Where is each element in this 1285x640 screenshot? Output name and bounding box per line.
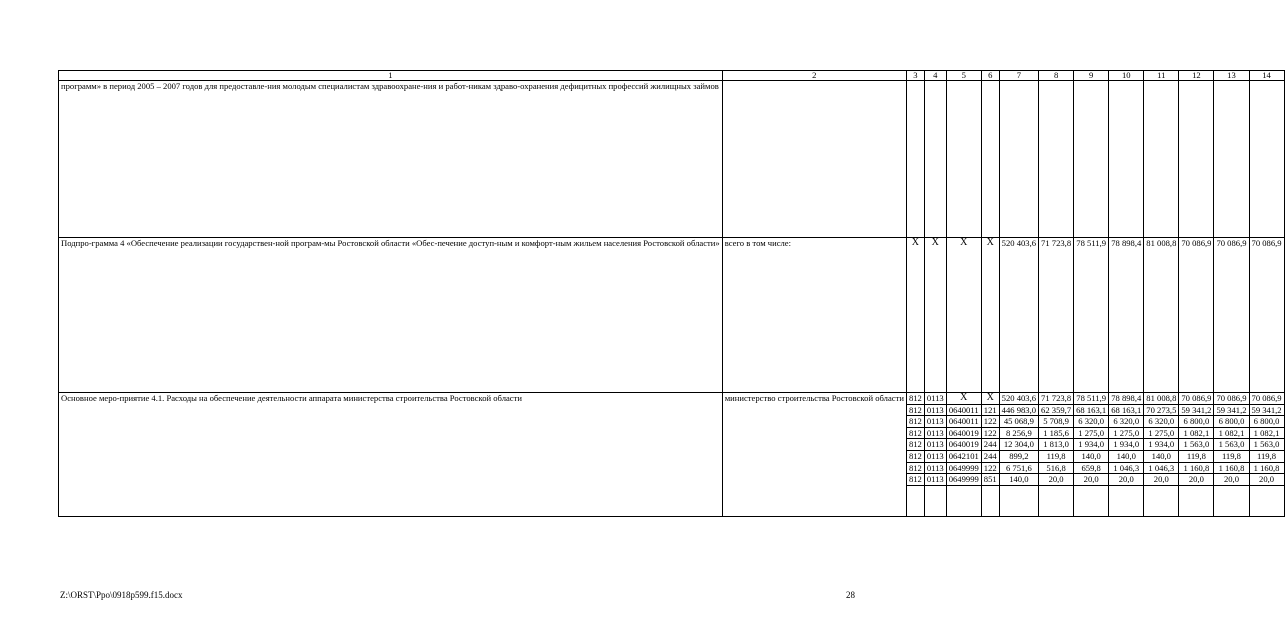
- amount-cell: 6 751,6: [999, 462, 1038, 474]
- amount-cell: 5 708,9: [1039, 416, 1074, 428]
- column-number: 5: [946, 71, 981, 81]
- amount-cell: 70 086,9: [1249, 238, 1284, 393]
- amount-cell: 71 723,8: [1039, 393, 1074, 405]
- amount-cell: 446 983,0: [999, 404, 1038, 416]
- code-cell: 0649999: [946, 474, 981, 486]
- amount-cell: 6 800,0: [1179, 416, 1214, 428]
- code-cell: 0642101: [946, 450, 981, 462]
- code-cell: X: [946, 393, 981, 405]
- amount-cell: 6 320,0: [1144, 416, 1179, 428]
- empty-cell: [1144, 485, 1179, 516]
- amount-cell: 62 359,7: [1039, 404, 1074, 416]
- amount-cell: 520 403,6: [999, 238, 1038, 393]
- column-number: 3: [906, 71, 924, 81]
- amount-cell: 1 275,0: [1074, 427, 1109, 439]
- amount-cell: 1 275,0: [1109, 427, 1144, 439]
- amount-cell: 78 511,9: [1074, 393, 1109, 405]
- executor-cell: всего в том числе:: [722, 238, 906, 393]
- empty-cell: [1074, 81, 1109, 238]
- code-cell: X: [946, 238, 981, 393]
- amount-cell: 8 256,9: [999, 427, 1038, 439]
- amount-cell: 20,0: [1249, 474, 1284, 486]
- amount-cell: 12 304,0: [999, 439, 1038, 451]
- amount-cell: 6 320,0: [1109, 416, 1144, 428]
- empty-cell: [1214, 81, 1249, 238]
- code-cell: 0640011: [946, 416, 981, 428]
- amount-cell: 70 086,9: [1214, 238, 1249, 393]
- empty-cell: [722, 81, 906, 238]
- empty-cell: [946, 485, 981, 516]
- code-cell: 812: [906, 416, 924, 428]
- amount-cell: 119,8: [1179, 450, 1214, 462]
- amount-cell: 1 082,1: [1249, 427, 1284, 439]
- amount-cell: 1 563,0: [1214, 439, 1249, 451]
- amount-cell: 1 046,3: [1144, 462, 1179, 474]
- amount-cell: 78 898,4: [1109, 393, 1144, 405]
- amount-cell: 70 273,5: [1144, 404, 1179, 416]
- code-cell: 0113: [924, 462, 946, 474]
- amount-cell: 1 082,1: [1179, 427, 1214, 439]
- program-name-cell: программ» в период 2005 – 2007 годов для предоставле-ния молодым специалистам здравоохране-ния и работ-никам здраво-охранения дефицитных профессий жилищных займов: [59, 81, 723, 238]
- amount-cell: 20,0: [1109, 474, 1144, 486]
- empty-cell: [1109, 81, 1144, 238]
- amount-cell: 45 068,9: [999, 416, 1038, 428]
- amount-cell: 520 403,6: [999, 393, 1038, 405]
- column-number: 8: [1039, 71, 1074, 81]
- empty-cell: [1144, 81, 1179, 238]
- amount-cell: 1 275,0: [1144, 427, 1179, 439]
- amount-cell: 140,0: [1144, 450, 1179, 462]
- amount-cell: 1 563,0: [1249, 439, 1284, 451]
- code-cell: 812: [906, 393, 924, 405]
- code-cell: X: [924, 238, 946, 393]
- code-cell: X: [981, 393, 999, 405]
- amount-cell: 119,8: [1249, 450, 1284, 462]
- column-number: 4: [924, 71, 946, 81]
- column-number: 6: [981, 71, 999, 81]
- amount-cell: 70 086,9: [1249, 393, 1284, 405]
- amount-cell: 59 341,2: [1249, 404, 1284, 416]
- amount-cell: 68 163,1: [1074, 404, 1109, 416]
- amount-cell: 78 898,4: [1109, 238, 1144, 393]
- code-cell: 0640019: [946, 427, 981, 439]
- subprogram-name-cell: Подпро-грамма 4 «Обеспечение реализации государствен-ной програм-мы Ростовской области «Обес-печение доступ-ным и комфорт-ным жильем населения Ростовской области»: [59, 238, 723, 393]
- amount-cell: 59 341,2: [1179, 404, 1214, 416]
- code-cell: 0649999: [946, 462, 981, 474]
- empty-cell: [999, 485, 1038, 516]
- amount-cell: 140,0: [999, 474, 1038, 486]
- amount-cell: 119,8: [1039, 450, 1074, 462]
- code-cell: 0113: [924, 427, 946, 439]
- code-cell: 812: [906, 474, 924, 486]
- code-cell: 812: [906, 439, 924, 451]
- column-number: 9: [1074, 71, 1109, 81]
- empty-cell: [1249, 81, 1284, 238]
- amount-cell: 70 086,9: [1214, 393, 1249, 405]
- table-row: [59, 238, 1285, 393]
- empty-cell: [924, 485, 946, 516]
- code-cell: 812: [906, 404, 924, 416]
- amount-cell: 81 008,8: [1144, 393, 1179, 405]
- amount-cell: 140,0: [1074, 450, 1109, 462]
- empty-cell: [981, 485, 999, 516]
- empty-cell: [1179, 81, 1214, 238]
- code-cell: X: [981, 238, 999, 393]
- column-number: 12: [1179, 71, 1214, 81]
- code-cell: 0113: [924, 439, 946, 451]
- amount-cell: 1 082,1: [1214, 427, 1249, 439]
- header-row: [59, 71, 1285, 81]
- code-cell: 0640011: [946, 404, 981, 416]
- amount-cell: 1 563,0: [1179, 439, 1214, 451]
- amount-cell: 70 086,9: [1179, 238, 1214, 393]
- column-number: 7: [999, 71, 1038, 81]
- code-cell: 0113: [924, 416, 946, 428]
- amount-cell: 20,0: [1144, 474, 1179, 486]
- amount-cell: 1 934,0: [1109, 439, 1144, 451]
- column-number: 2: [722, 71, 906, 81]
- empty-cell: [946, 81, 981, 238]
- code-cell: 121: [981, 404, 999, 416]
- empty-cell: [924, 81, 946, 238]
- amount-cell: 20,0: [1214, 474, 1249, 486]
- empty-cell: [981, 81, 999, 238]
- empty-cell: [906, 81, 924, 238]
- amount-cell: 6 320,0: [1074, 416, 1109, 428]
- empty-cell: [1214, 485, 1249, 516]
- amount-cell: 78 511,9: [1074, 238, 1109, 393]
- executor-cell: министерство строительства Ростовской области: [722, 393, 906, 517]
- amount-cell: 1 934,0: [1074, 439, 1109, 451]
- amount-cell: 1 934,0: [1144, 439, 1179, 451]
- code-cell: 0640019: [946, 439, 981, 451]
- code-cell: 812: [906, 450, 924, 462]
- empty-cell: [1249, 485, 1284, 516]
- amount-cell: 516,8: [1039, 462, 1074, 474]
- column-number: 11: [1144, 71, 1179, 81]
- activity-name-cell: Основное меро-приятие 4.1. Расходы на обеспечение деятельности аппарата министерства строительства Ростовской области: [59, 393, 723, 517]
- page-number: 28: [846, 590, 855, 600]
- code-cell: 0113: [924, 393, 946, 405]
- column-number: 14: [1249, 71, 1284, 81]
- amount-cell: 59 341,2: [1214, 404, 1249, 416]
- amount-cell: 899,2: [999, 450, 1038, 462]
- empty-cell: [1179, 485, 1214, 516]
- amount-cell: 20,0: [1074, 474, 1109, 486]
- amount-cell: 6 800,0: [1249, 416, 1284, 428]
- code-cell: 122: [981, 427, 999, 439]
- empty-cell: [1039, 485, 1074, 516]
- empty-cell: [906, 485, 924, 516]
- code-cell: 812: [906, 462, 924, 474]
- column-number: 10: [1109, 71, 1144, 81]
- amount-cell: 1 813,0: [1039, 439, 1074, 451]
- code-cell: 851: [981, 474, 999, 486]
- code-cell: 122: [981, 416, 999, 428]
- column-number: 13: [1214, 71, 1249, 81]
- amount-cell: 1 160,8: [1249, 462, 1284, 474]
- code-cell: 0113: [924, 404, 946, 416]
- code-cell: 812: [906, 427, 924, 439]
- empty-cell: [1039, 81, 1074, 238]
- code-cell: 0113: [924, 450, 946, 462]
- empty-cell: [999, 81, 1038, 238]
- file-path: Z:\ORST\Ppo\0918p599.f15.docx: [60, 590, 183, 600]
- amount-cell: 1 160,8: [1214, 462, 1249, 474]
- amount-cell: 659,8: [1074, 462, 1109, 474]
- amount-cell: 1 160,8: [1179, 462, 1214, 474]
- code-cell: X: [906, 238, 924, 393]
- budget-table: [58, 70, 1285, 517]
- table-row: [59, 393, 1285, 405]
- column-number: 1: [59, 71, 723, 81]
- amount-cell: 140,0: [1109, 450, 1144, 462]
- amount-cell: 81 008,8: [1144, 238, 1179, 393]
- amount-cell: 20,0: [1039, 474, 1074, 486]
- amount-cell: 71 723,8: [1039, 238, 1074, 393]
- empty-cell: [1109, 485, 1144, 516]
- amount-cell: 6 800,0: [1214, 416, 1249, 428]
- code-cell: 244: [981, 439, 999, 451]
- amount-cell: 1 185,6: [1039, 427, 1074, 439]
- amount-cell: 20,0: [1179, 474, 1214, 486]
- code-cell: 0113: [924, 474, 946, 486]
- amount-cell: 70 086,9: [1179, 393, 1214, 405]
- code-cell: 122: [981, 462, 999, 474]
- amount-cell: 1 046,3: [1109, 462, 1144, 474]
- code-cell: 244: [981, 450, 999, 462]
- empty-cell: [1074, 485, 1109, 516]
- table-row: [59, 81, 1285, 238]
- amount-cell: 119,8: [1214, 450, 1249, 462]
- amount-cell: 68 163,1: [1109, 404, 1144, 416]
